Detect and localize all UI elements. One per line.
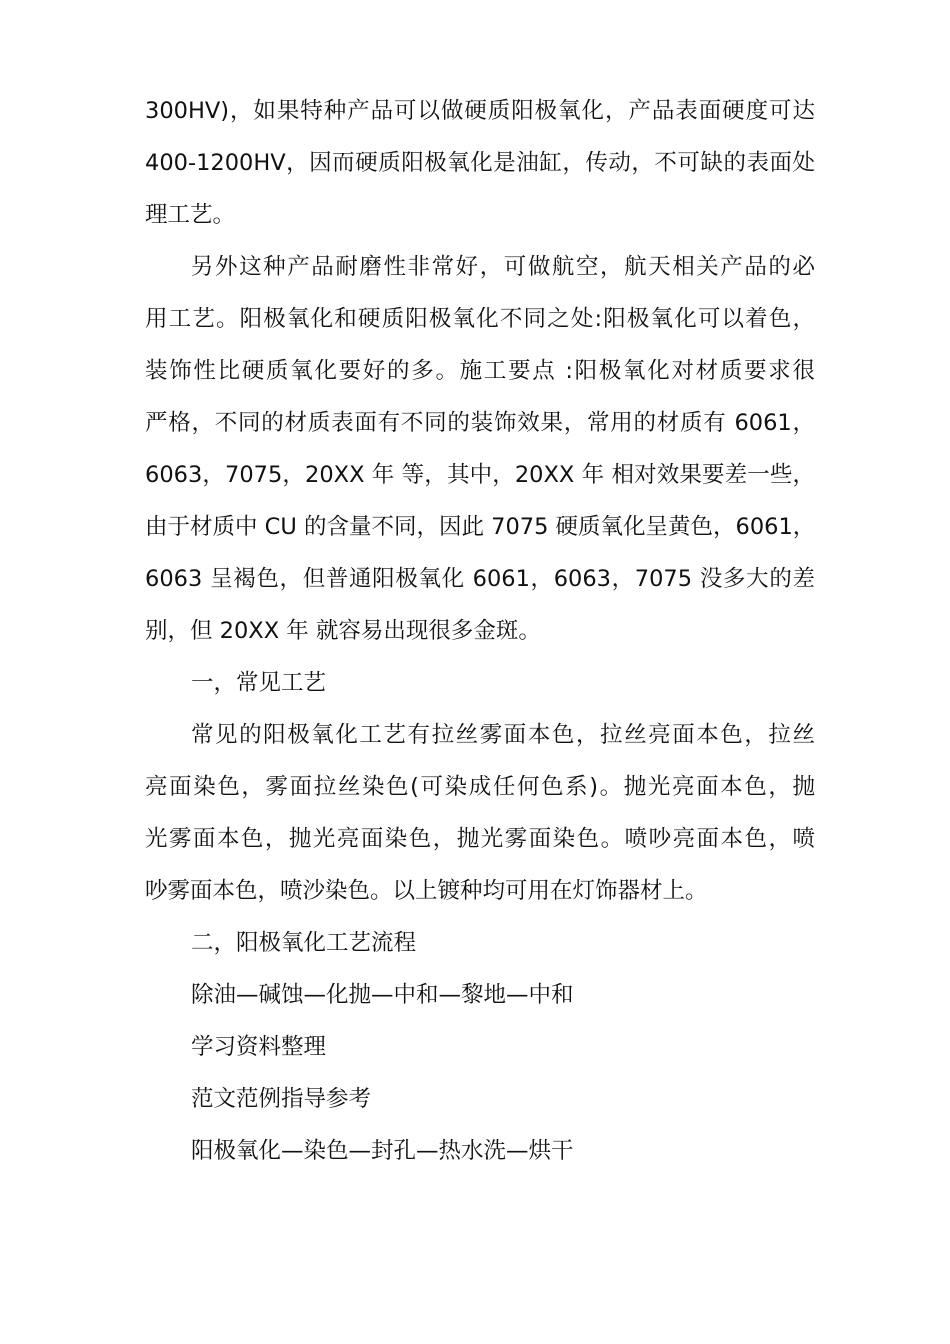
document-body: [145, 85, 815, 1177]
text-line: 学习资料整理: [191, 1034, 327, 1060]
heading-text: 二，阳极氧化工艺流程: [191, 930, 417, 956]
text-line: 吵雾面本色，喷沙染色。以上镀种均可用在灯饰器材上。: [145, 878, 708, 904]
text-line: 光雾面本色，抛光亮面染色，抛光雾面染色。喷吵亮面本色，喷: [145, 826, 815, 852]
note-study-material: [145, 1021, 815, 1073]
paragraph-common-processes: [145, 709, 815, 917]
text-line: 用工艺。阳极氧化和硬质阳极氧化不同之处:阳极氧化可以着色，: [145, 306, 815, 332]
text-line: 6063 呈褐色，但普通阳极氧化 6061，6063，7075 没多大的差: [145, 566, 815, 592]
text-line: 严格，不同的材质表面有不同的装饰效果，常用的材质有 6061，: [145, 410, 815, 436]
text-line: 另外这种产品耐磨性非常好，可做航空，航天相关产品的必: [191, 254, 815, 280]
heading-text: 一，常见工艺: [191, 670, 327, 696]
process-flow-step-2: [145, 1125, 815, 1177]
text-line: 范文范例指导参考: [191, 1086, 372, 1112]
process-flow-step-1: [145, 969, 815, 1021]
section-heading-process-flow: [145, 917, 815, 969]
paragraph-materials: [145, 241, 815, 657]
text-line: 理工艺。: [145, 202, 236, 228]
text-line: 400-1200HV，因而硬质阳极氧化是油缸，传动，不可缺的表面处: [145, 150, 815, 176]
text-line: 别，但 20XX 年 就容易出现很多金斑。: [145, 618, 541, 644]
text-line: 除油—碱蚀—化抛—中和—黎地—中和: [191, 982, 574, 1008]
text-line: 常见的阳极氧化工艺有拉丝雾面本色，拉丝亮面本色，拉丝: [191, 722, 815, 748]
text-line: 亮面染色，雾面拉丝染色(可染成任何色系)。抛光亮面本色，抛: [145, 774, 815, 800]
paragraph-hardness: [145, 85, 815, 241]
text-line: 阳极氧化—染色—封孔—热水洗—烘干: [191, 1138, 574, 1164]
text-line: 由于材质中 CU 的含量不同，因此 7075 硬质氧化呈黄色，6061，: [145, 514, 816, 540]
note-reference: [145, 1073, 815, 1125]
text-line: 装饰性比硬质氧化要好的多。施工要点 :阳极氧化对材质要求很: [145, 358, 815, 384]
text-line: 300HV)，如果特种产品可以做硬质阳极氧化，产品表面硬度可达: [145, 98, 815, 124]
text-line: 6063，7075，20XX 年 等，其中，20XX 年 相对效果要差一些，: [145, 462, 815, 488]
section-heading-common-processes: [145, 657, 815, 709]
